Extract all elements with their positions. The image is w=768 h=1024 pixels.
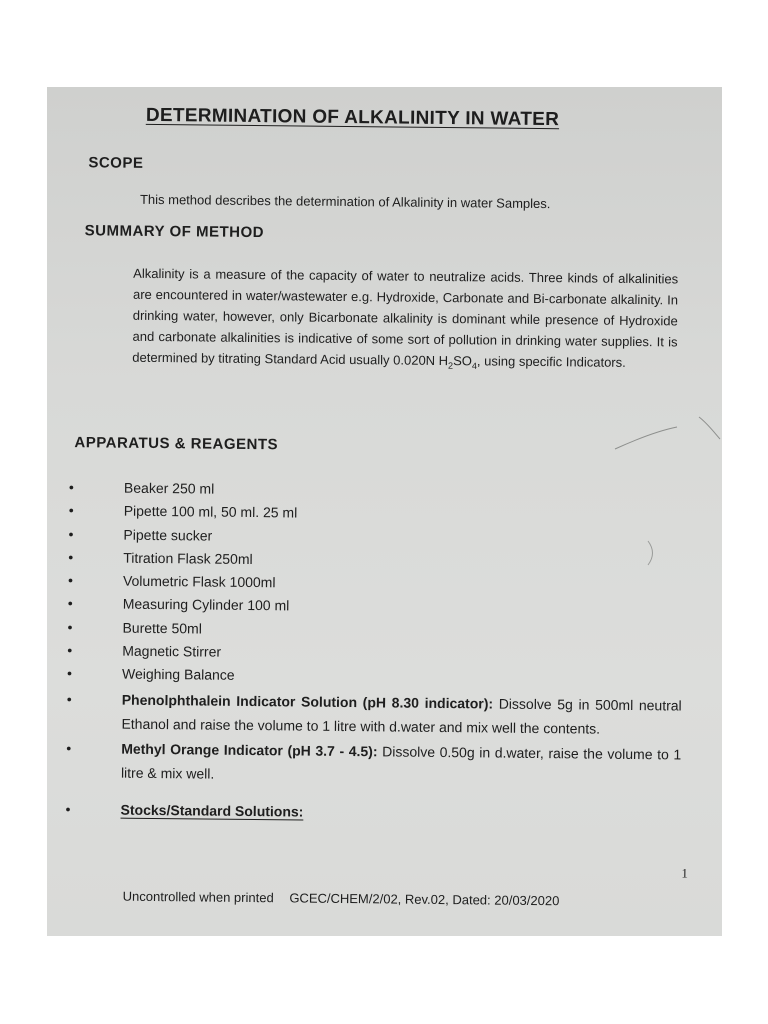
footer-reference: GCEC/CHEM/2/02, Rev.02, Dated: 20/03/2020: [289, 890, 560, 909]
footer: [123, 889, 560, 909]
formula-subscript-2: 2: [448, 360, 454, 371]
methyl-orange-description: Dissolve 0.50g in d.water, raise the volume to 1 litre & mix well.: [120, 743, 682, 782]
apparatus-item-label: Burette 50ml: [122, 619, 202, 637]
bullet-icon: •: [68, 479, 74, 496]
apparatus-item-label: Volumetric Flask 1000ml: [122, 572, 276, 591]
apparatus-heading: APPARATUS & REAGENTS: [74, 434, 279, 454]
methyl-orange-text: [121, 736, 681, 790]
scope-text: This method describes the determination of Alkalinity in water Samples.: [139, 191, 551, 212]
apparatus-item-label: Measuring Cylinder 100 ml: [122, 596, 290, 614]
document-title: DETERMINATION OF ALKALINITY IN WATER: [145, 104, 560, 131]
bullet-icon: •: [68, 502, 74, 519]
page-number: 1: [681, 865, 689, 881]
stocks-item: [65, 798, 680, 828]
apparatus-item-label: Weighing Balance: [121, 666, 235, 684]
formula-subscript-4: 4: [471, 360, 477, 371]
bullet-icon: •: [68, 525, 74, 542]
summary-text-part1: Alkalinity is a measure of the capacity of water to neutralize acids. Three kinds of alkalinities are encountered in water/wastewater e.g. Hydroxide, Carbonate and Bi-carbonate alkalinity. In drinking water, however, only Bicarbonate alkalinity is dominant while presence of Hydroxide and carbonate alkalinities is indicative of some sort of pollution in drinking water supplies. It is determined by titrating Standard Acid usually 0.020N H: [132, 265, 679, 369]
summary-heading: SUMMARY OF METHOD: [84, 222, 265, 242]
methyl-orange-item: [66, 736, 681, 790]
scope-heading: SCOPE: [88, 154, 144, 172]
bullet-icon: •: [67, 618, 73, 635]
bullet-icon: •: [66, 665, 73, 682]
phenolphthalein-description: Dissolve 5g in 500ml neutral Ethanol and raise the volume to 1 litre with d.water and mix well the contents.: [121, 695, 682, 737]
apparatus-list: [65, 476, 684, 827]
bullet-icon: •: [67, 572, 73, 589]
apparatus-item-label: Titration Flask 250ml: [123, 549, 253, 567]
summary-text: [132, 263, 678, 379]
bullet-icon: •: [68, 548, 74, 566]
apparatus-item-label: Pipette sucker: [123, 526, 213, 544]
bullet-icon: •: [66, 690, 72, 707]
methyl-orange-label: Methyl Orange Indicator (pH 3.7 - 4.5):: [121, 740, 378, 760]
document-page: [47, 87, 722, 936]
phenolphthalein-text: [121, 687, 681, 741]
bullet-icon: •: [67, 642, 73, 659]
bullet-icon: •: [65, 800, 71, 817]
stocks-label: Stocks/Standard Solutions:: [120, 801, 304, 820]
phenolphthalein-item: [66, 687, 681, 741]
page-content: [47, 87, 722, 936]
apparatus-item-label: Magnetic Stirrer: [122, 642, 222, 660]
bullet-icon: •: [66, 739, 72, 756]
phenolphthalein-label: Phenolphthalein Indicator Solution (pH 8.30 indicator):: [121, 691, 494, 712]
formula-so: SO: [453, 353, 473, 369]
summary-text-part2: , using specific Indicators.: [476, 353, 626, 370]
apparatus-item-label: Beaker 250 ml: [123, 479, 215, 497]
bullet-icon: •: [67, 595, 73, 612]
apparatus-item-label: Pipette 100 ml, 50 ml. 25 ml: [123, 502, 298, 521]
footer-status: Uncontrolled when printed: [122, 888, 274, 906]
